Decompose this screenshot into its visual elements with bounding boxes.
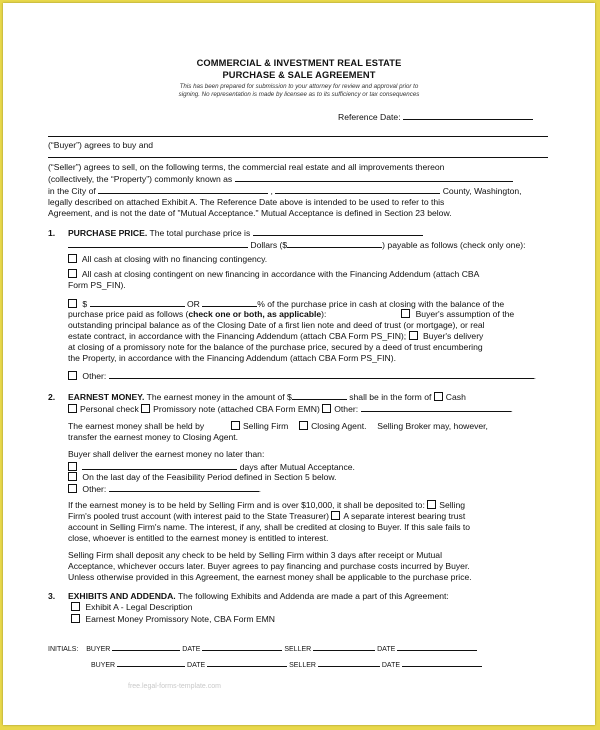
other-form-checkbox[interactable] xyxy=(322,404,331,413)
deliver-days-field[interactable] xyxy=(82,461,237,470)
section-1-heading-row: 1. PURCHASE PRICE. The total purchase price is xyxy=(48,227,423,239)
initials-row-2: BUYER DATE SELLER DATE xyxy=(91,659,482,671)
option-other-row: Other: . xyxy=(68,370,536,382)
deliver-days-row: days after Mutual Acceptance. xyxy=(68,461,355,473)
city-label: in the City of xyxy=(48,186,96,196)
exhibit-a-row: Exhibit A - Legal Description xyxy=(71,602,192,613)
deposit-timing-line-1: Selling Firm shall deposit any check to be held by Selling Firm within 3 days after receipt or Mutual xyxy=(68,550,443,560)
option-balance-line-5: at closing of a promissory note for the balance of the purchase price, secured by a deed of trust encumbering xyxy=(68,342,483,352)
earnest-form-row: Personal check Promissory note (attached CBA Form EMN) Other: . xyxy=(68,403,513,415)
other-form-field[interactable] xyxy=(361,403,511,412)
section-2-number: 2. xyxy=(48,392,56,402)
section-3-heading-row: 3. EXHIBITS AND ADDENDA. The following Exhibits and Addenda are made a part of this Agreement: xyxy=(48,591,449,601)
exhibit-a-checkbox[interactable] xyxy=(71,602,80,611)
agreement-note-text: Agreement, and is not the date of "Mutual Acceptance." Mutual Acceptance is defined in Section 23 below. xyxy=(48,208,452,218)
deposit-line-3: account in Selling Firm's name. The interest, if any, shall be credited at closing to Buyer. If this sale fails to xyxy=(68,522,471,532)
deposit-line-4: close, whoever is entitled to the earnest money is entitled to interest. xyxy=(68,533,329,543)
option-balance-line-6: the Property, in accordance with the Financing Addendum (attach CBA Form PS_FIN). xyxy=(68,353,396,363)
buyer-assumption-checkbox[interactable] xyxy=(401,309,410,318)
other-price-field[interactable] xyxy=(109,370,534,379)
section-2-heading-row: 2. EARNEST MONEY. The earnest money in the amount of $ shall be in the form of Cash xyxy=(48,392,466,402)
deliver-feasibility-row: On the last day of the Feasibility Period defined in Section 5 below. xyxy=(68,472,337,483)
cash-checkbox[interactable] xyxy=(434,392,443,401)
seller-clause: (“Seller”) agrees to sell, on the following terms, the commercial real estate and all improvements thereon xyxy=(48,162,445,172)
initials-label: INITIALS: xyxy=(48,646,79,653)
city-field[interactable] xyxy=(98,185,268,194)
disclaimer-line-2: signing. No representation is made by licensee as to its sufficiency or tax consequences xyxy=(178,91,420,98)
purchase-price-amount-row: Dollars ($ ) payable as follows (check only one): xyxy=(68,239,525,251)
deposit-line-1: If the earnest money is to be held by Selling Firm and is over $10,000, it shall be deposited to: Selling xyxy=(68,500,466,510)
document-title: COMMERCIAL & INVESTMENT REAL ESTATE xyxy=(196,58,402,68)
closing-agent-checkbox[interactable] xyxy=(299,421,308,430)
seller-date-1[interactable] xyxy=(397,643,477,651)
option-balance-line-4: estate contract, in accordance with the Financing Addendum (attach CBA Form PS_FIN); Buyer's delivery xyxy=(68,331,484,341)
feasibility-checkbox[interactable] xyxy=(68,472,77,481)
buyer-date-2[interactable] xyxy=(207,659,287,667)
cash-amount-field[interactable] xyxy=(90,298,185,307)
property-address-field[interactable] xyxy=(235,173,513,182)
reference-date-field[interactable] xyxy=(403,111,533,120)
all-cash-checkbox[interactable] xyxy=(68,254,77,263)
purchase-price-words-field[interactable] xyxy=(253,227,423,236)
deliver-days-checkbox[interactable] xyxy=(68,462,77,471)
option-balance-line-3: outstanding principal balance as of the Closing Date of a first lien note and deed of trust (or mortgage), or real xyxy=(68,320,485,330)
other-price-checkbox[interactable] xyxy=(68,371,77,380)
promissory-note-checkbox[interactable] xyxy=(141,404,150,413)
earnest-amount-field[interactable] xyxy=(292,391,347,400)
section-2-heading: EARNEST MONEY. xyxy=(67,392,145,402)
disclaimer-line-1: This has been prepared for submission to your attorney for review and approval prior to xyxy=(179,83,419,90)
option-balance-line-2: purchase price paid as follows (check one or both, as applicable): Buyer's assumption of the xyxy=(68,309,515,319)
seller-initials-1[interactable] xyxy=(313,643,375,651)
deliver-other-checkbox[interactable] xyxy=(68,484,77,493)
buyer-delivery-checkbox[interactable] xyxy=(409,331,418,340)
purchase-price-number-field[interactable] xyxy=(287,239,382,248)
financing-checkbox[interactable] xyxy=(68,269,77,278)
legal-description-text: legally described on attached Exhibit A. The Reference Date above is intended to be used to refer to this xyxy=(48,197,445,207)
reference-date-row xyxy=(338,111,533,123)
buyer-initials-2[interactable] xyxy=(117,659,185,667)
deliver-other-field[interactable] xyxy=(109,483,259,492)
property-clause: (collectively, the “Property”) commonly known as xyxy=(48,173,513,185)
held-by-row: The earnest money shall be held by Selling Firm Closing Agent. Selling Broker may, however, xyxy=(68,421,488,431)
buyer-clause: (“Buyer”) agrees to buy and xyxy=(48,140,154,150)
separate-trust-checkbox[interactable] xyxy=(331,511,340,520)
balance-checkbox[interactable] xyxy=(68,299,77,308)
option-balance-row: $ OR % of the purchase price in cash at closing with the balance of the xyxy=(68,298,504,310)
section-3-heading: EXHIBITS AND ADDENDA. xyxy=(67,591,176,601)
city-county-row: in the City of , County, Washington, xyxy=(48,186,522,196)
buyer-date-1[interactable] xyxy=(202,643,282,651)
purchase-price-text-field[interactable] xyxy=(68,239,248,248)
transfer-text: transfer the earnest money to Closing Agent. xyxy=(68,432,239,442)
selling-firm-checkbox[interactable] xyxy=(231,421,240,430)
deposit-timing-line-3: Unless otherwise provided in this Agreement, the earnest money shall be applicable to the purchase price. xyxy=(68,572,472,582)
buyer-name-line[interactable] xyxy=(48,136,548,137)
option-all-cash-row: All cash at closing with no financing contingency. xyxy=(68,254,267,265)
emn-checkbox[interactable] xyxy=(71,614,80,623)
seller-name-line[interactable] xyxy=(48,157,548,158)
seller-date-2[interactable] xyxy=(402,659,482,667)
seller-initials-2[interactable] xyxy=(318,659,380,667)
selling-firm-pooled-checkbox[interactable] xyxy=(427,500,436,509)
section-1-number: 1. xyxy=(48,228,56,238)
personal-check-checkbox[interactable] xyxy=(68,404,77,413)
deliver-text: Buyer shall deliver the earnest money no later than: xyxy=(68,449,265,459)
initials-row-1: INITIALS: BUYER DATE SELLER DATE xyxy=(48,643,477,655)
emn-row: Earnest Money Promissory Note, CBA Form EMN xyxy=(71,614,275,625)
county-label: County, Washington, xyxy=(442,186,522,196)
section-1-heading: PURCHASE PRICE. xyxy=(67,228,148,238)
cash-percent-field[interactable] xyxy=(202,298,257,307)
county-field[interactable] xyxy=(275,185,440,194)
deposit-timing-line-2: Acceptance, whichever occurs later. Buyer agrees to pay financing and purchase costs incurred by Buyer. xyxy=(68,561,470,571)
option-financing-form: Form PS_FIN). xyxy=(68,280,126,290)
reference-date-label: Reference Date: xyxy=(338,112,401,122)
option-financing-row: All cash at closing contingent on new financing in accordance with the Financing Addendum (attach CBA xyxy=(68,269,479,280)
deliver-other-row: Other: . xyxy=(68,483,261,495)
buyer-initials-1[interactable] xyxy=(112,643,180,651)
watermark-text: free.legal-forms-template.com xyxy=(128,683,221,690)
deposit-line-2: Firm's pooled trust account (with interest paid to the State Treasurer) A separate interest bearing trust xyxy=(68,511,466,521)
section-3-number: 3. xyxy=(48,591,56,601)
document-page xyxy=(3,3,595,725)
document-subtitle: PURCHASE & SALE AGREEMENT xyxy=(222,70,376,80)
